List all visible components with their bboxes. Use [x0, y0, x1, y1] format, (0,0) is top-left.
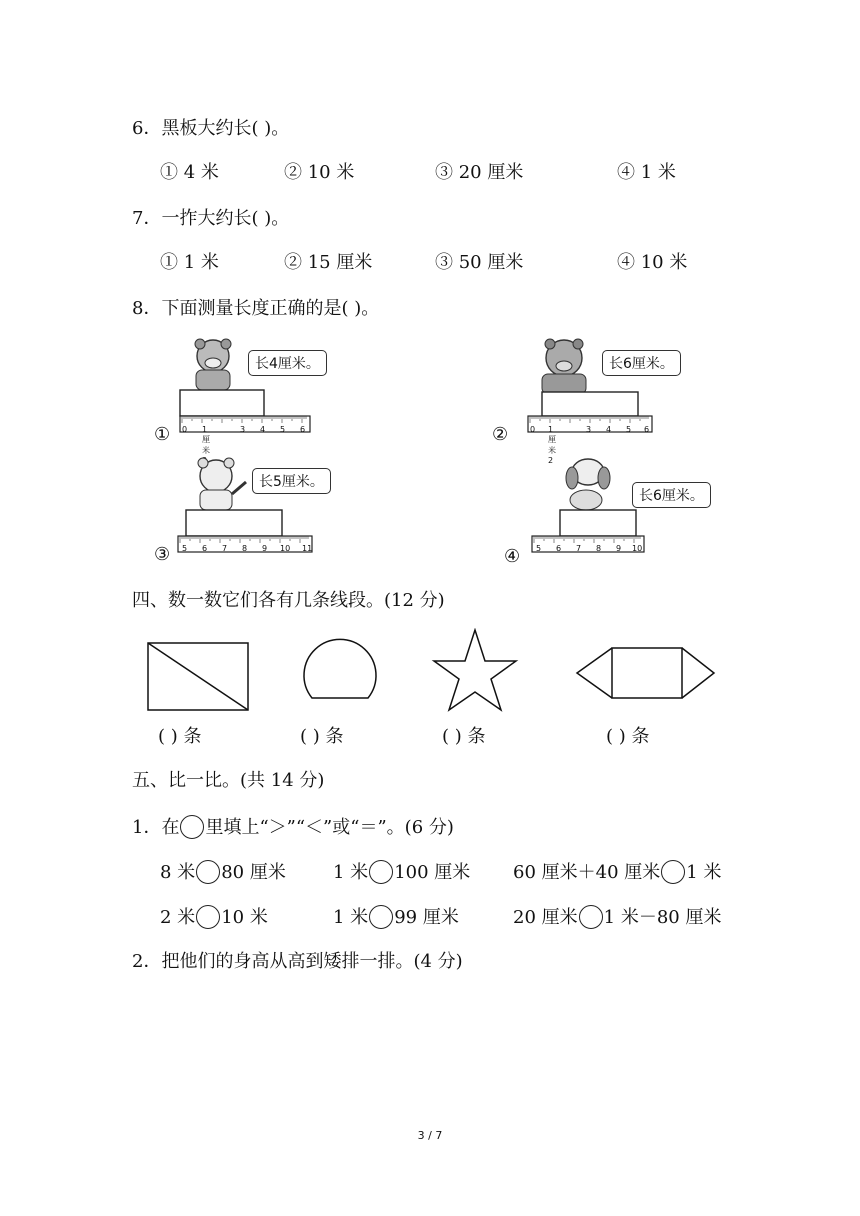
q8-item-2-speech: 长6厘米。 — [602, 350, 681, 376]
shape-3-answer[interactable]: ( ) 条 — [442, 726, 486, 747]
compare-1-2: 1 米 100 厘米 — [333, 862, 471, 883]
page-number: 3 / 7 — [417, 1129, 443, 1142]
shape-1-answer[interactable]: ( ) 条 — [158, 726, 202, 747]
q6-option-2: ② 10 米 — [284, 162, 355, 183]
q6-option-3: ③ 20 厘米 — [435, 162, 524, 183]
shape-4-answer[interactable]: ( ) 条 — [606, 726, 650, 747]
q6-option-4: ④ 1 米 — [617, 162, 676, 183]
q8-item-4: ④ 长6厘米。 5 6 7 8 9 10 — [488, 454, 668, 566]
rectangle-with-diagonal-shape — [148, 643, 248, 710]
q8-item-1: ① 长4厘米。 0 1厘米 3 4 5 6 — [152, 336, 332, 446]
compare-circle[interactable] — [369, 860, 393, 884]
section5-title: 五、比一比。(共 14 分) — [132, 770, 325, 791]
compare-2-3: 20 厘米 1 米－80 厘米 — [513, 907, 722, 928]
q8-item-4-speech: 长6厘米。 — [632, 482, 711, 508]
q8-item-4-marker: ④ — [504, 546, 521, 567]
q8-item-2-marker: ② — [492, 424, 509, 445]
compare-1-1: 8 米 80 厘米 — [160, 862, 286, 883]
q8-stem: 8．下面测量长度正确的是( )。 — [132, 298, 380, 319]
shapes-figure — [140, 628, 730, 714]
compare-circle[interactable] — [196, 860, 220, 884]
q8-item-3-speech: 长5厘米。 — [252, 468, 331, 494]
compare-2-1: 2 米 10 米 — [160, 907, 268, 928]
q7-option-4: ④ 10 米 — [617, 252, 688, 273]
q8-item-2: ② 长6厘米。 0 1厘米2 3 4 5 6 — [488, 336, 668, 446]
answer-circle — [180, 815, 204, 839]
q7-option-2: ② 15 厘米 — [284, 252, 373, 273]
compare-circle[interactable] — [661, 860, 685, 884]
q6-option-1: ① 4 米 — [160, 162, 219, 183]
q7-option-1: ① 1 米 — [160, 252, 219, 273]
q8-item-3: ③ 长5厘米。 5 6 7 8 9 10 11 — [152, 454, 332, 566]
q6-stem: 6．黑板大约长( )。 — [132, 118, 290, 139]
q8-item-1-speech: 长4厘米。 — [248, 350, 327, 376]
section4-title: 四、数一数它们各有几条线段。(12 分) — [132, 590, 445, 611]
star-shape — [434, 630, 516, 710]
compare-1-3: 60 厘米＋40 厘米 1 米 — [513, 862, 722, 883]
s5-q1-stem: 1．在 里填上“＞”“＜”或“＝”。(6 分) — [132, 817, 454, 838]
q8-item-1-marker: ① — [154, 424, 171, 445]
q7-stem: 7．一拃大约长( )。 — [132, 208, 290, 229]
compare-circle[interactable] — [579, 905, 603, 929]
shape-2-answer[interactable]: ( ) 条 — [300, 726, 344, 747]
q7-option-3: ③ 50 厘米 — [435, 252, 524, 273]
rectangle-with-triangles-shape — [577, 648, 714, 698]
arc-segment-shape — [304, 639, 376, 698]
s5-q2-stem: 2．把他们的身高从高到矮排一排。(4 分) — [132, 951, 463, 972]
q8-item-3-marker: ③ — [154, 544, 171, 565]
compare-circle[interactable] — [369, 905, 393, 929]
compare-circle[interactable] — [196, 905, 220, 929]
compare-2-2: 1 米 99 厘米 — [333, 907, 459, 928]
